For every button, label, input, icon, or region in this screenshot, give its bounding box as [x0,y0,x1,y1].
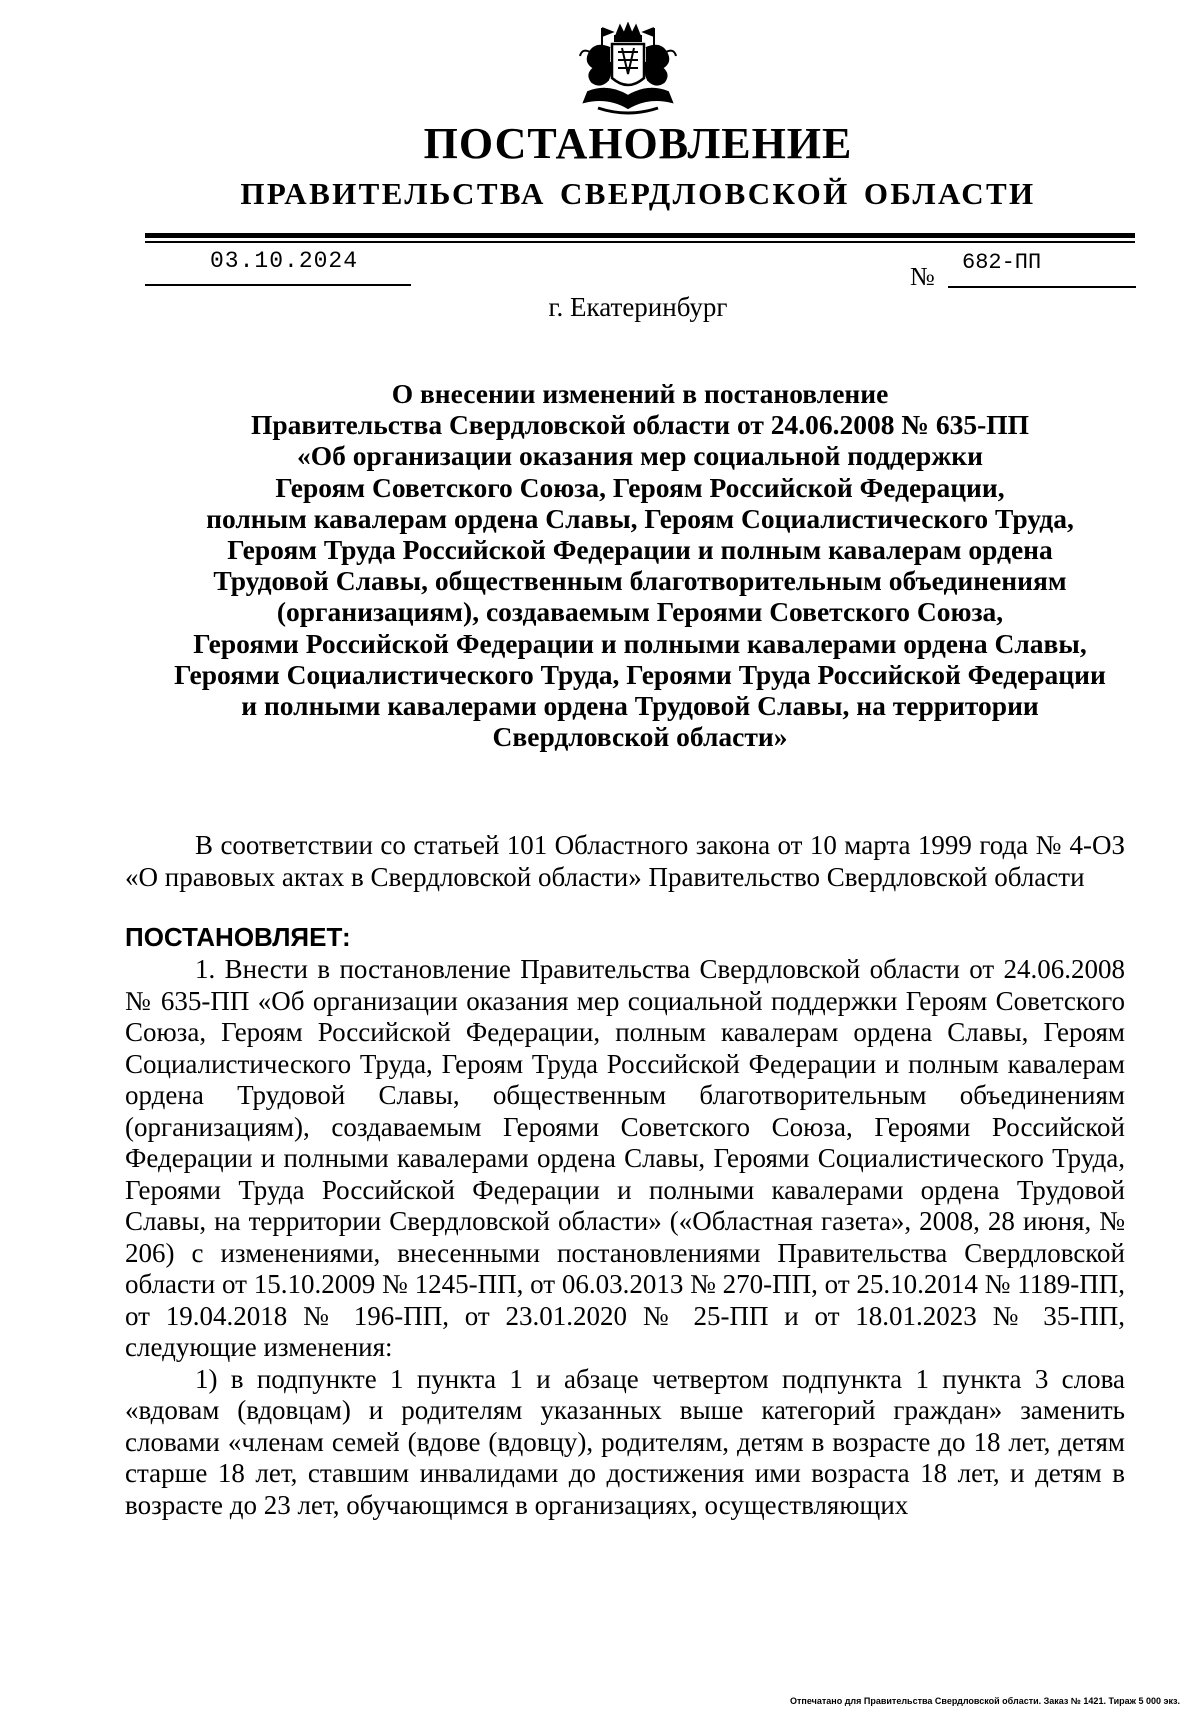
paragraph-1-subitem-1: 1) в подпункте 1 пункта 1 и абзаце четвертом подпункта 1 пункта 3 слова «вдовам (вдовцам) и родителям указанных выше категорий граждан» заменить словами «членам семей (вдове (вдовцу), родителям, детям в возрасте до 18 лет, детям старше 18 лет, ставшим инвалидами до достижения ими возраста 18 лет, и детям в возрасте до 23 лет, обучающимся в организациях, осуществляющих [125,1363,1125,1520]
title-line: и полными кавалерами ордена Трудовой Славы, на территории [241,690,1039,722]
document-number: 682-ПП [962,250,1042,275]
title-line: Правительства Свердловской области от 24.06.2008 № 635-ПП [250,409,1030,441]
header-rule-thin [145,241,1135,243]
document-subject-title [130,378,1150,752]
preamble-paragraph: В соответствии со статьей 101 Областного закона от 10 марта 1999 года № 4-ОЗ «О правовых актах в Свердловской области» Правительство Свердловской области [125,830,1125,892]
date-underline [145,284,411,286]
preamble-text [125,830,1125,893]
document-type-title: ПОСТАНОВЛЕНИЕ [423,119,853,168]
title-line: Героями Социалистического Труда, Героями Труда Российской Федерации [174,658,1106,690]
title-line: О внесении изменений в постановление [391,378,889,409]
issuing-authority: ПРАВИТЕЛЬСТВА СВЕРДЛОВСКОЙ ОБЛАСТИ [240,176,1036,211]
city: г. Екатеринбург [548,292,728,322]
title-line: Героям Советского Союза, Героям Российской Федерации, [275,471,1005,503]
number-underline [948,286,1136,288]
header-rule-thick [145,233,1135,238]
number-sign: № [910,262,935,291]
title-line: Свердловской области» [492,721,788,753]
paragraph-1: 1. Внести в постановление Правительства Свердловской области от 24.06.2008 № 635-ПП «Об организации оказания мер социальной поддержки Героям Советского Союза, Героям Российской Федерации, полным кавалерам ордена Славы, Героям Социалистического Труда, Героям Труда Российской Федерации и полным кавалерам ордена Трудовой Славы, общественным благотворительным объединениям (организациям), создаваемым Героями Советского Союза, Героями Российской Федерации и полными кавалерами ордена Славы, Героями Социалистического Труда, Героями Труда Российской Федерации и полными кавалерами ордена Трудовой Славы, на территории Свердловской области» («Областная газета», 2008, 28 июня, № 206) с изменениями, внесенными постановлениями Правительства Свердловской области от 15.10.2009 № 1245-ПП, от 06.03.2013 № 270-ПП, от 25.10.2014 № 1189-ПП, от 19.04.2018 № 196-ПП, от 23.01.2020 № 25-ПП и от 18.01.2023 № 35-ПП, следующие изменения: [125,954,1125,1362]
title-line: «Об организации оказания мер социальной поддержки [297,440,983,472]
coat-of-arms-emblem [568,22,688,122]
title-line: Героями Российской Федерации и полными кавалерами ордена Славы, [193,627,1087,659]
decree-word: ПОСТАНОВЛЯЕТ: [125,922,351,952]
decree-body [125,954,1125,1521]
print-footer: Отпечатано для Правительства Свердловской области. Заказ № 1421. Тираж 5 000 экз. [790,1696,1180,1706]
title-line: полным кавалерам ордена Славы, Героям Социалистического Труда, [206,502,1074,534]
title-line: (организациям), создаваемым Героями Советского Союза, [276,596,1004,628]
title-line: Героям Труда Российской Федерации и полным кавалерам ордена [227,534,1053,566]
document-date: 03.10.2024 [210,248,359,274]
title-line: Трудовой Славы, общественным благотворительным объединениям [213,565,1067,597]
